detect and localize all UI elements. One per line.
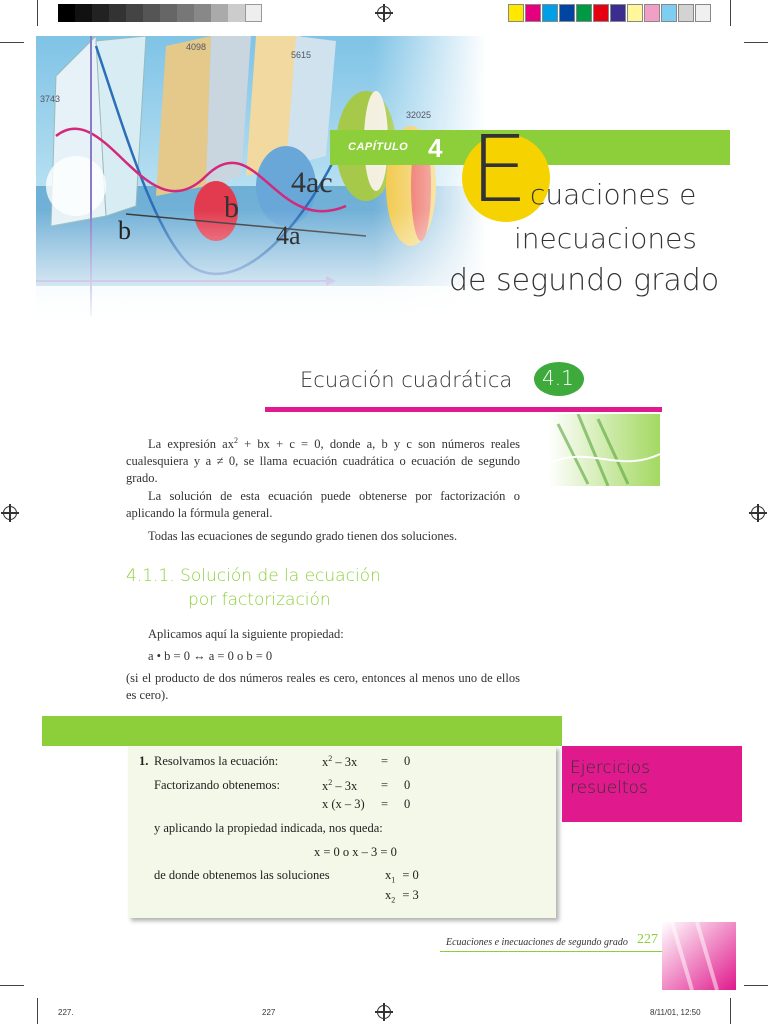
registration-mark-right [751,506,765,520]
variable: x [385,888,392,902]
formula-4ac: 4ac [291,166,333,199]
chapter-initial: E [470,116,529,223]
crop-mark [37,0,38,26]
intro-text: + bx + c = 0, donde a, b y c son números reales cualesquiera y a ≠ 0, se llama ecuación cuadrática o ecuación de segundo grado. [126,437,521,486]
registration-mark-left [3,506,17,520]
subscript: 1 [391,875,396,885]
zero-value: 0 [404,778,411,792]
formula-b-squared: b [224,191,239,224]
zero-value: 0 [404,797,411,811]
sail-number: 32025 [406,110,432,120]
footer-running-title: Ecuaciones e inecuaciones de segundo grado [446,937,628,948]
expr-text: – 3x [332,779,358,794]
property-note: (si el producto de dos números reales es cero, entonces al menos uno de ellos es cero). [126,671,520,702]
variable: x [322,755,329,770]
exercise-step2-text: Factorizando obtenemos: [154,778,281,792]
crop-mark [730,998,731,1024]
section-title: Ecuación cuadrática [300,368,513,392]
exercise-step2-expr [322,778,357,794]
section-decoration-image [548,414,660,486]
section-badge-number: 4.1 [542,366,574,390]
exercises-label-line2: resueltos [570,778,648,798]
variable: x [322,779,329,794]
expr-text: – 3x [332,755,358,770]
formula-4a: 4a [276,221,301,250]
intro-text: La expresión ax [148,437,234,452]
solution-2 [385,888,419,905]
solution-value: = 0 [402,868,419,882]
intro-paragraph-1 [126,432,520,487]
section-rule [265,407,662,412]
solution-value: = 3 [402,888,419,902]
intro-paragraph-2: La solución de esta ecuación puede obtenerse por factorización o aplicando la fórmula general. [126,489,520,520]
exponent: 2 [328,754,333,763]
hero-illustration [36,36,486,326]
chapter-title-line3: de segundo grado [449,263,720,298]
slug-center: 227 [262,1008,276,1017]
equals-sign: = [381,797,389,811]
solution-1 [385,868,419,885]
equals-sign: = [381,778,389,792]
intro-paragraph-3: Todas las ecuaciones de segundo grado tienen dos soluciones. [148,529,458,543]
crop-mark [37,998,38,1024]
exponent: 2 [328,778,333,787]
subscript: 2 [391,895,396,905]
chapter-label: CAPÍTULO [348,141,409,153]
exercises-label-line1: Ejercicios [570,758,650,778]
registration-mark-top [377,6,391,20]
exercise-step4-text: y aplicando la propiedad indicada, nos queda: [154,821,383,835]
slug-left: 227. [58,1008,74,1017]
chapter-title-line1: cuaciones e [530,178,697,211]
exercises-label-box [562,746,742,822]
exercise-step5-expr: x = 0 o x – 3 = 0 [314,845,397,859]
crop-mark [744,42,768,43]
sail-number: 5615 [291,50,312,60]
equals-sign: = [381,754,389,768]
grayscale-bar [58,0,268,26]
sailboats-image [36,36,486,326]
property-rule: a • b = 0 ↔ a = 0 o b = 0 [148,649,273,663]
subsection-title-line2: por factorización [188,590,331,610]
exercise-step3-expr: x (x – 3) [322,797,365,811]
crop-mark [730,0,731,26]
formula-b: b [118,216,131,245]
registration-mark-bottom [377,1005,391,1019]
sail-number: 4098 [186,42,207,52]
zero-value: 0 [404,754,411,768]
exponent: 2 [233,436,238,445]
footer-page-number: 227 [637,932,658,947]
crop-mark [744,985,768,986]
subsection-title-line1: 4.1.1. Solución de la ecuación [126,566,381,586]
exercise-header-bar [42,716,562,746]
sail-number: 3743 [40,94,61,104]
crop-mark [0,42,24,43]
exercise-step1-text: Resolvamos la ecuación: [154,754,279,768]
footer-rule [440,951,662,952]
chapter-number: 4 [428,133,443,163]
exercise-step1-expr [322,754,357,770]
section-badge [534,362,584,396]
color-bar [508,0,718,26]
exercise-step6-text: de donde obtenemos las soluciones [154,868,330,882]
slug-right: 8/11/01, 12:50 [650,1008,701,1017]
variable: x [385,868,392,882]
exercise-number: 1. [139,754,149,768]
chapter-title-line2: inecuaciones [514,222,697,255]
crop-mark [0,985,24,986]
footer-decoration-image [662,922,736,990]
property-intro: Aplicamos aquí la siguiente propiedad: [148,627,344,641]
